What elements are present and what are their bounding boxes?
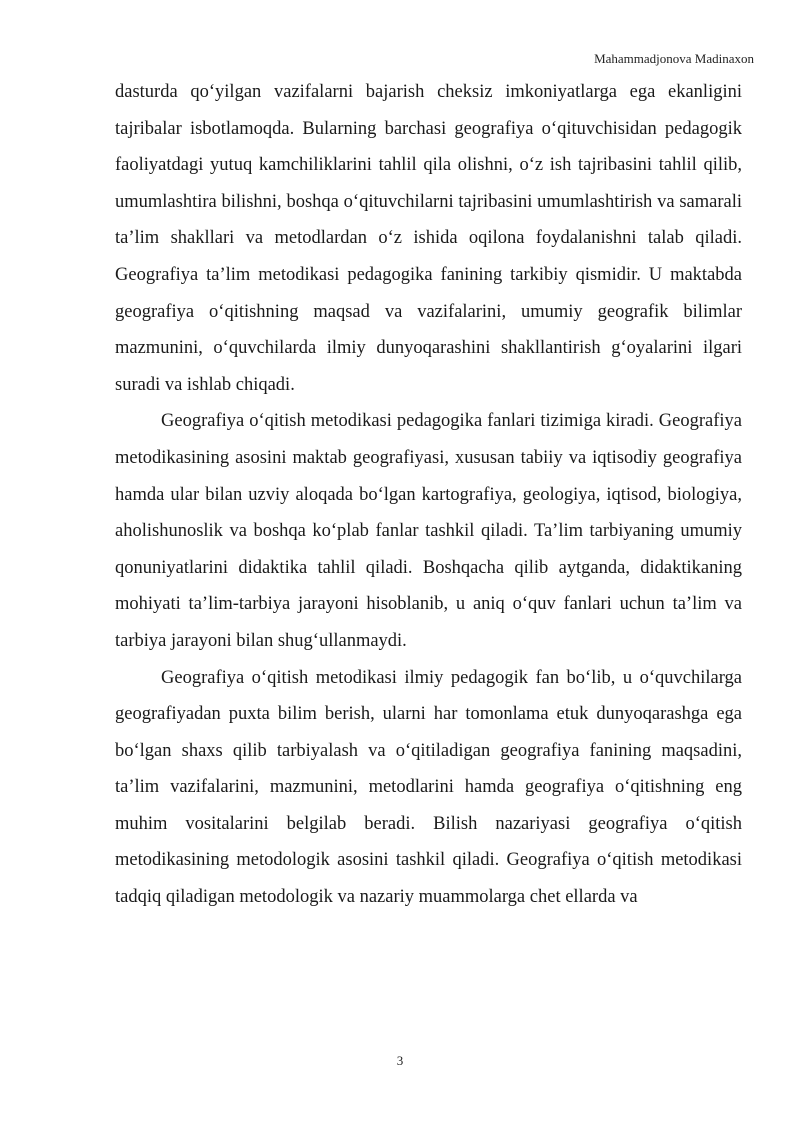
page-header-author: Mahammadjonova Madinaxon — [594, 51, 754, 66]
paragraph-2: Geografiya o‘qitish metodikasi pedagogika fanlari tizimiga kiradi. Geografiya metodikasining asosini maktab geografiyasi, xususan tabiiy va iqtisodiy geografiya hamda ular bilan uzviy aloqada bo‘lgan kartografiya, geologiya, iqtisod, biologiya, aholishunoslik va boshqa ko‘plab fanlar tashkil qiladi. Ta’lim tarbiyaning umumiy qonuniyatlarini didaktika tahlil qiladi. Boshqacha qilib aytganda, didaktikaning mohiyati ta’lim-tarbiya jarayoni hisoblanib, u aniq o‘quv fanlari uchun ta’lim va tarbiya jarayoni bilan shug‘ullanmaydi. — [115, 411, 742, 651]
paragraph-1: dasturda qo‘yilgan vazifalarni bajarish cheksiz imkoniyatlarga ega ekanligini tajribalar isbotlamoqda. Bularning barchasi geografiya o‘qituvchisidan pedagogik faoliyatdagi yutuq kamchiliklarini tahlil qila olishni, o‘z ish tajribasini tahlil qilib, umumlashtira bilishni, boshqa o‘qituvchilarni tajribasini umumlashtirish va samarali ta’lim shakllari va metodlardan o‘z ishida oqilona foydalanishni talab qiladi. Geografiya ta’lim metodikasi pedagogika fanining tarkibiy qismidir. U maktabda geografiya o‘qitishning maqsad va vazifalarini, umumiy geografik bilimlar mazmunini, o‘quvchilarda ilmiy dunyoqarashini shakllantirish g‘oyalarini ilgari suradi va ishlab chiqadi. — [115, 82, 742, 395]
page-number: 3 — [396, 1053, 404, 1068]
document-body — [115, 74, 742, 916]
paragraph-3: Geografiya o‘qitish metodikasi ilmiy pedagogik fan bo‘lib, u o‘quvchilarga geografiyadan puxta bilim berish, ularni har tomonlama etuk dunyoqarashga ega bo‘lgan shaxs qilib tarbiyalash va o‘qitiladigan geografiya fanining maqsadini, ta’lim vazifalarini, mazmunini, metodlarini hamda geografiya o‘qitishning eng muhim vositalarini belgilab beradi. Bilish nazariyasi geografiya o‘qitish metodikasining metodologik asosini tashkil qiladi. Geografiya o‘qitish metodikasi tadqiq qiladigan metodologik va nazariy muammolarga chet ellarda va — [115, 667, 742, 908]
